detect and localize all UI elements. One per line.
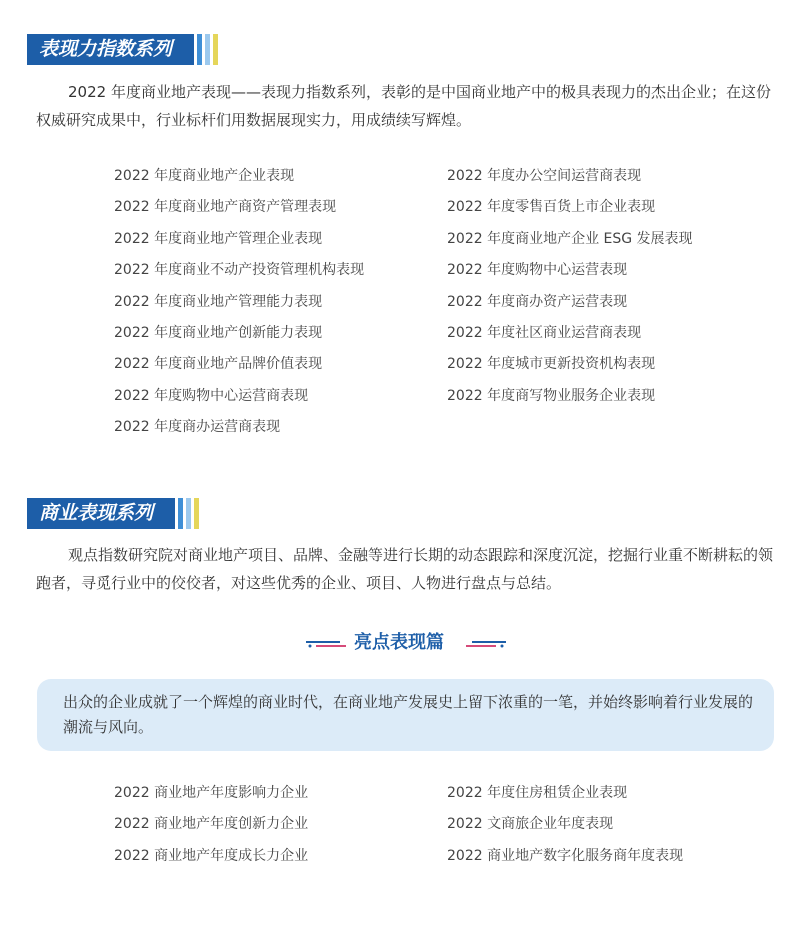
header-stripe [213, 34, 218, 65]
section-header-performance-index [27, 34, 218, 65]
list-item: 2022 商业地产年度影响力企业 [114, 785, 309, 801]
list-item: 2022 年度商业地产品牌价值表现 [114, 356, 323, 372]
section-title: 商业表现系列 [27, 498, 175, 529]
section-intro: 观点指数研究院对商业地产项目、品牌、金融等进行长期的动态跟踪和深度沉淀，挖掘行业重不断耕耘的领跑者，寻觅行业中的佼佼者，对这些优秀的企业、项目、人物进行盘点与总结。 [36, 546, 774, 592]
callout-box [37, 679, 774, 751]
header-stripe [197, 34, 202, 65]
list-item: 2022 年度商业不动产投资管理机构表现 [114, 262, 365, 278]
list-item: 2022 年度办公空间运营商表现 [447, 168, 642, 184]
section-header-commercial-performance [27, 498, 199, 529]
list-item: 2022 商业地产年度成长力企业 [114, 848, 309, 864]
list-item: 2022 年度商写物业服务企业表现 [447, 388, 656, 404]
list-item: 2022 年度商业地产企业表现 [114, 168, 295, 184]
header-stripe [178, 498, 183, 529]
decorative-lines-icon [306, 639, 346, 649]
list-item: 2022 年度商业地产企业 ESG 发展表现 [447, 231, 693, 247]
list-item: 2022 年度住房租赁企业表现 [447, 785, 628, 801]
list-item: 2022 文商旅企业年度表现 [447, 816, 614, 832]
callout-text: 出众的企业成就了一个辉煌的商业时代，在商业地产发展史上留下浓重的一笔，并始终影响着行业发展的潮流与风向。 [63, 693, 754, 736]
header-stripe [194, 498, 199, 529]
list-item: 2022 年度零售百货上市企业表现 [447, 199, 656, 215]
subsection-title: 亮点表现篇 [354, 632, 444, 653]
list-item: 2022 年度社区商业运营商表现 [447, 325, 642, 341]
decorative-lines-icon [466, 639, 506, 649]
list-item: 2022 年度商业地产管理企业表现 [114, 231, 323, 247]
list-item: 2022 年度商办运营商表现 [114, 419, 281, 435]
list-item: 2022 年度商业地产商资产管理表现 [114, 199, 337, 215]
list-item: 2022 年度商业地产创新能力表现 [114, 325, 323, 341]
header-stripe [186, 498, 191, 529]
list-item: 2022 年度购物中心运营商表现 [114, 388, 309, 404]
list-item: 2022 商业地产年度创新力企业 [114, 816, 309, 832]
list-item: 2022 商业地产数字化服务商年度表现 [447, 848, 684, 864]
header-stripe [205, 34, 210, 65]
list-item: 2022 年度商业地产管理能力表现 [114, 294, 323, 310]
list-item: 2022 年度购物中心运营表现 [447, 262, 628, 278]
list-item: 2022 年度城市更新投资机构表现 [447, 356, 656, 372]
list-item: 2022 年度商办资产运营表现 [447, 294, 628, 310]
subsection-title-block [300, 628, 510, 658]
section-title: 表现力指数系列 [27, 34, 194, 65]
section-intro: 2022 年度商业地产表现——表现力指数系列，表彰的是中国商业地产中的极具表现力的杰出企业；在这份权威研究成果中，行业标杆们用数据展现实力，用成绩续写辉煌。 [36, 83, 771, 129]
